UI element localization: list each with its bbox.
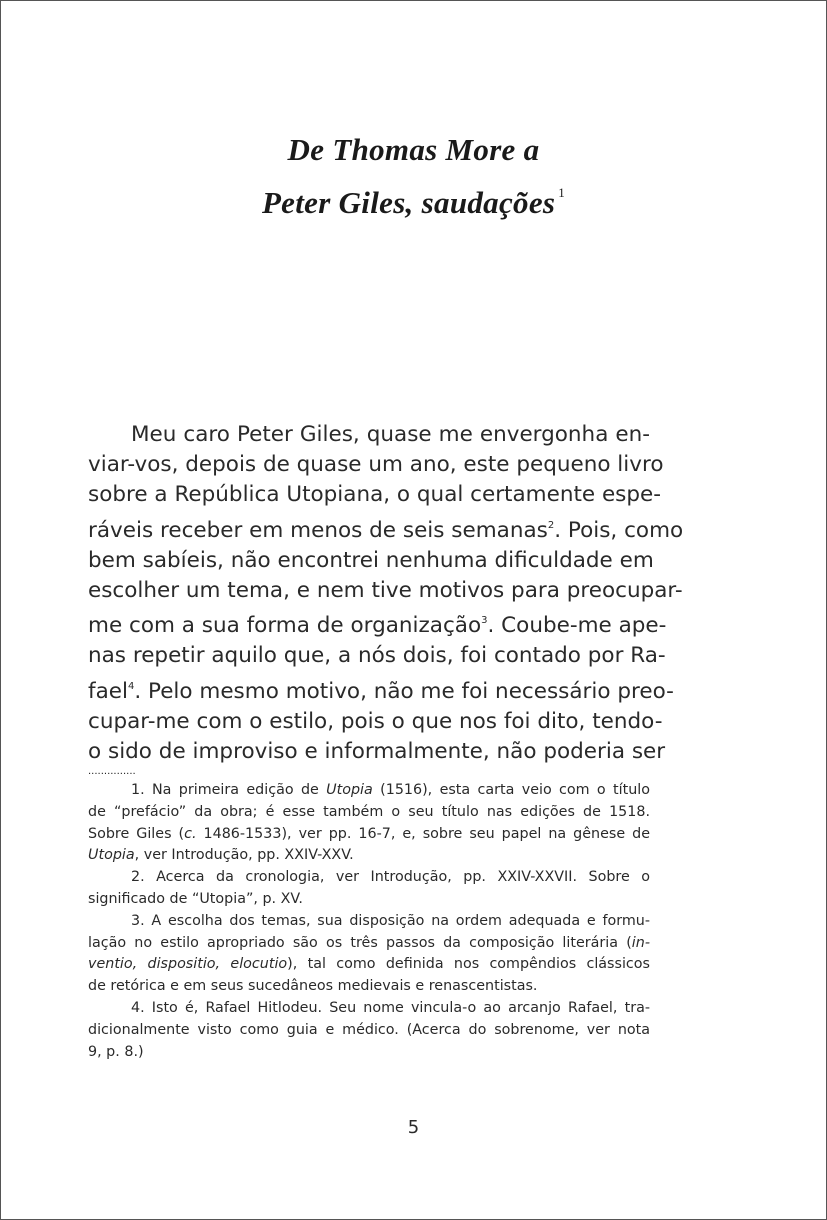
footnote-1-line: de “prefácio” da obra; é esse também o seu título nas edições de 1518.: [88, 803, 650, 820]
footnote-text: ), tal como definida nos compêndios clássicos: [287, 956, 650, 973]
footnote-text: 1486-1533), ver pp. 16-7, e, sobre seu papel na gênese de: [196, 825, 650, 842]
footnotes: [88, 780, 650, 1063]
body-line-tail: . Pelo mesmo motivo, não me foi necessário preo-: [134, 678, 674, 704]
footnote-ref-3: 3: [481, 615, 488, 627]
footnote-ref-2: 2: [547, 519, 555, 531]
body-line: [88, 606, 667, 641]
body-line-tail: . Pois, como: [554, 517, 684, 543]
body-line: nas repetir aquilo que, a nós dois, foi contado por Ra-: [88, 643, 666, 669]
footnote-ref-1: 1: [558, 185, 566, 200]
footnote-text: Sobre Giles (: [88, 825, 185, 842]
footnote-4-line: 4. Isto é, Rafael Hitlodeu. Seu nome vincula-o ao arcanjo Rafael, tra-: [131, 999, 650, 1016]
footnote-italic: Utopia: [88, 847, 135, 864]
body-paragraph: [88, 420, 684, 767]
footnote-3-line: [88, 933, 650, 955]
chapter-title: [0, 128, 827, 224]
body-line: o sido de improviso e informalmente, não poderia ser: [88, 739, 666, 765]
footnote-italic: Utopia: [326, 782, 373, 798]
chapter-title-line-2: [0, 171, 827, 224]
footnote-separator: ...............: [88, 766, 136, 777]
body-line: bem sabíeis, não encontrei nenhuma dificuldade em: [88, 547, 654, 573]
page-number: 5: [407, 1117, 420, 1138]
footnote-1-line: [88, 824, 650, 846]
footnote-1-line: [88, 780, 650, 802]
body-line: viar-vos, depois de quase um ano, este pequeno livro: [88, 452, 664, 478]
body-line-tail: . Coube-me ape-: [487, 613, 667, 639]
footnote-italic: ventio, dispositio, elocutio: [88, 956, 288, 973]
footnote-4-line: dicionalmente visto como guia e médico. (Acerca do sobrenome, ver nota: [88, 1021, 650, 1038]
footnote-text: lação no estilo apropriado são os três passos da composição literária (: [88, 934, 632, 951]
footnote-text: 1. Na primeira edição de: [131, 782, 327, 798]
chapter-title-line-1: De Thomas More a: [287, 132, 540, 167]
footnote-3-line: 3. A escolha dos temas, sua disposição na ordem adequada e formu-: [131, 912, 650, 929]
body-line: escolher um tema, e nem tive motivos para preocupar-: [88, 578, 683, 604]
footnote-text: , ver Introdução, pp. XXIV-XXV.: [134, 847, 354, 864]
footnote-4-line: 9, p. 8.): [88, 1043, 144, 1060]
chapter-title-line-2-text: Peter Giles, saudações: [261, 185, 556, 220]
footnote-italic: c.: [184, 825, 197, 842]
footnote-2-line: 2. Acerca da cronologia, ver Introdução, pp. XXIV-XXVII. Sobre o: [131, 869, 650, 886]
body-line-text: me com a sua forma de organização: [88, 613, 482, 639]
footnote-3-line: [88, 954, 650, 976]
body-line: [88, 672, 674, 707]
footnote-italic: in-: [631, 934, 650, 951]
footnote-2-line: significado de “Utopia”, p. XV.: [88, 890, 303, 907]
body-line: sobre a República Utopiana, o qual certamente espe-: [88, 482, 662, 508]
footnote-3-line: de retórica e em seus sucedâneos medievais e renascentistas.: [88, 978, 538, 995]
body-line: Meu caro Peter Giles, quase me envergonha en-: [131, 422, 650, 447]
body-line-text: fael: [88, 678, 128, 704]
body-line: cupar-me com o estilo, pois o que nos foi dito, tendo-: [88, 708, 663, 734]
footnote-ref-4: 4: [127, 680, 135, 692]
footnote-text: (1516), esta carta veio com o título: [372, 782, 650, 798]
body-line: [88, 511, 684, 546]
body-line-text: ráveis receber em menos de seis semanas: [88, 517, 548, 543]
footnote-1-line: [88, 845, 650, 867]
